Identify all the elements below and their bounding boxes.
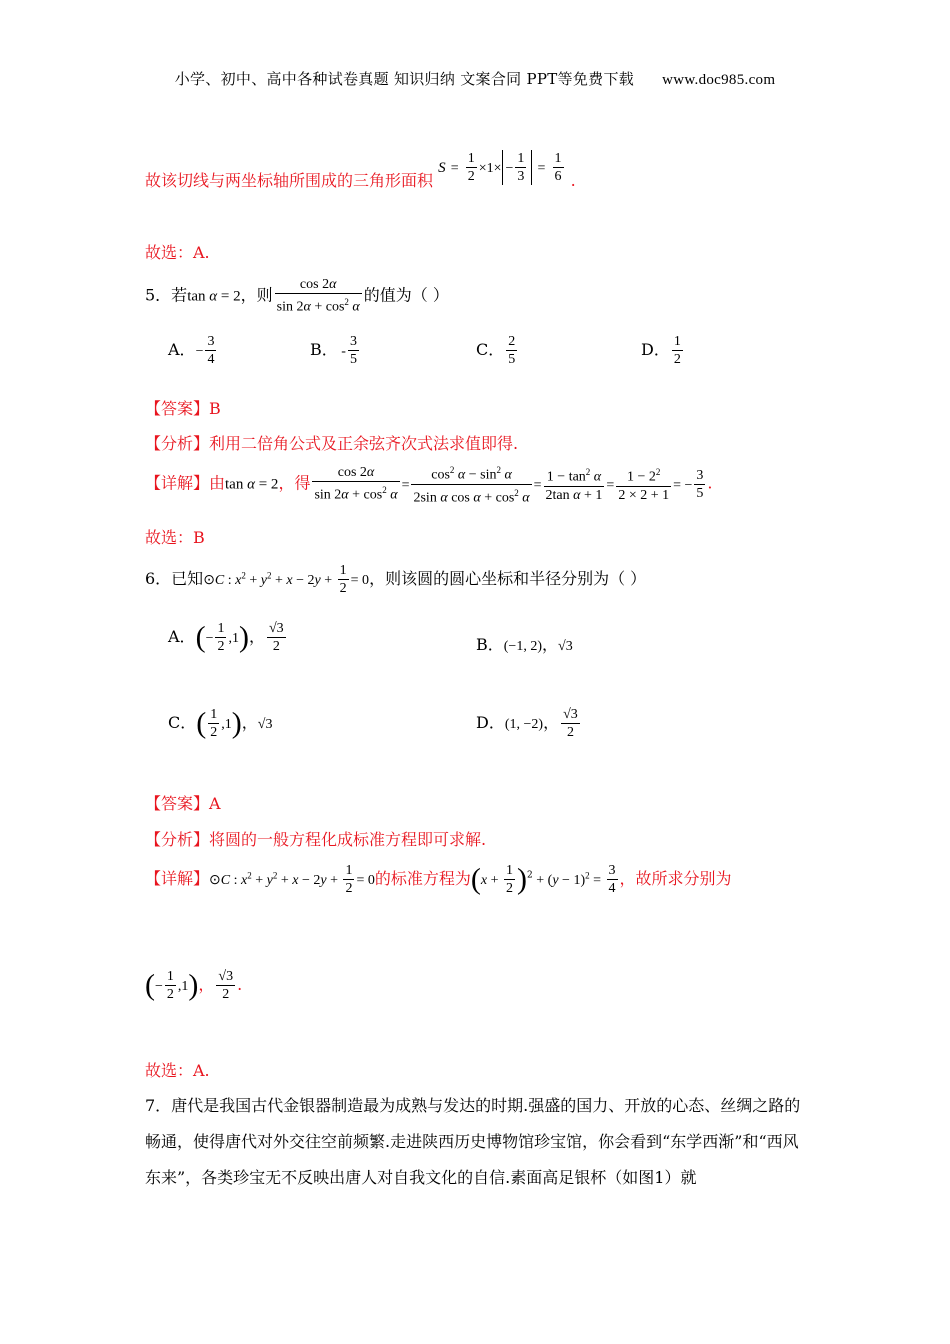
q6-answer: 【答案】A — [145, 794, 221, 813]
q6-detail-result: (− $\frac{1}{2}$ ,1)， $\frac{√3}{2}$ . — [145, 968, 243, 1002]
q5-stem: 5．若tan α = 2，则 $\frac{\cos 2\alpha}{\sin 2\alpha + \cos^2 \alpha}$ 的值为（ ） — [145, 277, 449, 315]
q5-option-c-label: C． — [476, 340, 505, 359]
q4-area-line: 故该切线与两坐标轴所围成的三角形面积 S = $\frac{1}{2}$ ×1× − $\frac{1}{3}$ = $\frac{1}{6}$ . — [145, 151, 576, 190]
q5-stem-mid: ，则 — [240, 285, 273, 305]
q5-detail-mid: ，得 — [278, 473, 311, 493]
q6-detail-end: ，故所求分别为 — [619, 869, 732, 888]
q5-detail-label: 【详解】由 — [145, 473, 226, 493]
q6-detail-label: 【详解】 — [145, 869, 210, 888]
q5-answer: 【答案】B — [145, 399, 221, 418]
q6-option-b[interactable]: B．(−1, 2)，√3 — [476, 635, 573, 654]
q5-option-b[interactable]: B． - $\frac{3}{5}$ — [310, 334, 357, 367]
q5-detail: 【详解】由tan α = 2，得 $\frac{\cos 2\alpha}{\sin 2\alpha + \cos^2 \alpha}$ = $\frac{\cos^2 \alpha - \sin^2 \alpha}{2\sin \alpha \cos \alpha + \cos^2 \alpha}$ = $\frac{1 - \tan^2 \alpha}{\text{2tan α + 1}}$ = $\frac{1 - 2^2}{2 \times 2 + 1}$ = − $\frac{3}{5}$ . — [145, 462, 713, 506]
q6-stem-suffix: ，则该圆的圆心坐标和半径分别为（ ） — [369, 569, 647, 588]
q6-option-b-label: B． — [476, 635, 504, 654]
q5-option-c[interactable]: C． $\frac{2}{5}$ — [476, 334, 516, 367]
q4-area-text: 故该切线与两坐标轴所围成的三角形面积 — [145, 171, 434, 190]
q6-detail-mid: 的标准方程为 — [374, 869, 471, 888]
q6-option-d-label: D． — [476, 713, 505, 732]
q6-choose: 故选：A. — [145, 1061, 210, 1080]
q7-text: 7．唐代是我国古代金银器制造最为成熟与发达的时期.强盛的国力、开放的心态、丝绸之路的畅通，使得唐代对外交往空前频繁.走进陕西历史博物馆珍宝馆，你会看到“东学西渐”和“西风东来”，各类珍宝无不反映出唐人对自我文化的自信.素面高足银杯（如图1）就 — [145, 1096, 801, 1187]
q6-option-c[interactable]: C．( $\frac{1}{2}$ ,1)，√3 — [168, 706, 273, 740]
q6-option-a-label: A． — [168, 627, 196, 646]
q6-detail: 【详解】⊙C : $x^2 + y^2 + x - 2y$ + $\frac{1}{2}$ = 0的标准方程为(x + $\frac{1}{2}$ )$^2 + (y - 1)^2$ = $\frac{3}{4}$ ，故所求分别为 — [145, 862, 732, 896]
q6-analysis: 【分析】将圆的一般方程化成标准方程即可求解. — [145, 830, 487, 849]
q6-stem: 6．已知⊙C : $x^2 + y^2 + x - 2y$ + $\frac{1}{2}$ = 0，则该圆的圆心坐标和半径分别为（ ） — [145, 563, 647, 596]
page-header — [0, 68, 950, 89]
q5-option-a-label: A． — [168, 340, 196, 359]
q5-detail-formula: $\frac{\cos 2\alpha}{\sin 2\alpha + \cos^2 \alpha}$ = $\frac{\cos^2 \alpha - \sin^2 \alpha}{2\sin \alpha \cos \alpha + \cos^2 \alpha}$ = $\frac{1 - \tan^2 \alpha}{\text{2tan α + 1}}$ = $\frac{1 - 2^2}{2 \times 2 + 1}$ = − $\frac{3}{5}$ — [310, 474, 707, 493]
q5-stem-prefix: 5．若 — [145, 285, 188, 305]
q5-option-b-label: B． — [310, 340, 338, 359]
header-text: 小学、初中、高中各种试卷真题 知识归纳 文案合同 PPT等免费下载 — [174, 70, 635, 88]
header-site: www.doc985.com — [662, 72, 776, 88]
q5-option-d-label: D． — [641, 340, 670, 359]
q4-choose: 故选：A. — [145, 243, 210, 262]
q6-option-d[interactable]: D．(1, −2)， $\frac{√3}{2}$ — [476, 707, 578, 740]
q6-option-c-label: C． — [168, 713, 197, 732]
q6-stem-prefix: 6．已知 — [145, 569, 204, 588]
q4-area-formula: S = $\frac{1}{2}$ ×1× − $\frac{1}{3}$ = $\frac{1}{6}$ — [438, 151, 562, 184]
q5-choose: 故选：B — [145, 528, 205, 547]
q5-option-a[interactable]: A．− $\frac{3}{4}$ — [168, 334, 215, 367]
q5-option-d[interactable]: D． $\frac{1}{2}$ — [641, 334, 681, 367]
q5-stem-suffix: 的值为（ ） — [363, 285, 449, 305]
q6-option-a[interactable]: A．(− $\frac{1}{2}$ ,1)， $\frac{√3}{2}$ — [168, 620, 284, 654]
q5-analysis: 【分析】利用二倍角公式及正余弦齐次式法求值即得. — [145, 434, 519, 453]
